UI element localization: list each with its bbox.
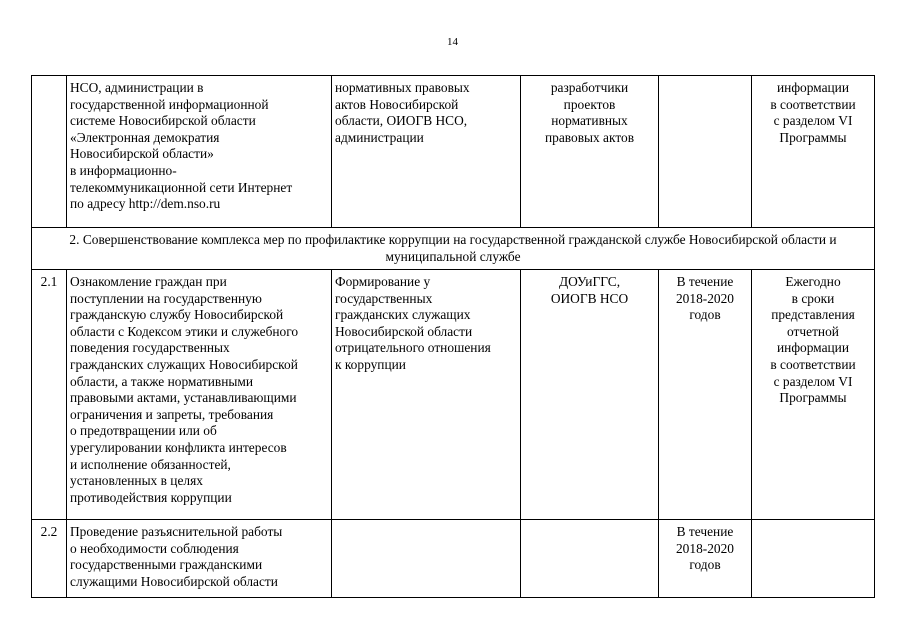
- cell-event-line: противодействия коррупции: [70, 489, 232, 505]
- cell-reporting-line: в сроки: [791, 290, 835, 306]
- cell-result-line: государственных: [335, 290, 433, 306]
- section-row: [32, 228, 875, 270]
- cell-reporting-line: с разделом VI: [773, 373, 853, 389]
- cell-event-line: системе Новосибирской области: [70, 113, 256, 129]
- cell-event-line: государственной информационной: [70, 96, 269, 112]
- cell-event-line: по адресу http://dem.nso.ru: [70, 196, 221, 212]
- cell-deadline: [659, 270, 752, 520]
- cell-event: [67, 76, 332, 228]
- cell-reporting-line: отчетной: [787, 323, 839, 339]
- cell-event-line: НСО, администрации в: [70, 80, 204, 95]
- cell-executor-line: разработчики: [550, 80, 629, 95]
- cell-executor: [521, 520, 659, 598]
- cell-executor-line: правовых актов: [544, 129, 635, 145]
- cell-event-line: Новосибирской области»: [70, 146, 214, 162]
- cell-deadline-line: годов: [689, 307, 721, 323]
- cell-result-line: области, ОИОГВ НСО,: [335, 113, 468, 129]
- cell-reporting: [752, 270, 875, 520]
- cell-executor-line: нормативных: [551, 113, 628, 129]
- cell-executor: [521, 76, 659, 228]
- cell-executor-line: ДОУиГГС,: [558, 274, 621, 289]
- cell-executor-line: ОИОГВ НСО: [550, 290, 629, 306]
- cell-result: [332, 520, 521, 598]
- table-row: [32, 520, 875, 598]
- cell-event-line: государственными гражданскими: [70, 557, 263, 573]
- cell-executor-line: проектов: [563, 96, 616, 112]
- cell-result-line: Новосибирской области: [335, 323, 473, 339]
- cell-reporting: [752, 76, 875, 228]
- table-row: [32, 270, 875, 520]
- cell-reporting-line: в соответствии: [770, 356, 856, 372]
- cell-event-line: гражданскую службу Новосибирской: [70, 307, 284, 323]
- cell-result: [332, 270, 521, 520]
- cell-deadline-line: годов: [689, 557, 721, 573]
- cell-result-line: Формирование у: [335, 274, 431, 289]
- cell-event-line: области, а также нормативными: [70, 373, 254, 389]
- cell-event-line: Проведение разъяснительной работы: [70, 524, 283, 539]
- cell-result-line: администрации: [335, 129, 424, 145]
- cell-deadline: [659, 76, 752, 228]
- cell-reporting-line: с разделом VI: [773, 113, 853, 129]
- cell-event-line: о необходимости соблюдения: [70, 540, 239, 556]
- cell-event-line: о предотвращении или об: [70, 423, 217, 439]
- page-number: 14: [447, 36, 458, 48]
- cell-event-line: гражданских служащих Новосибирской: [70, 356, 298, 372]
- cell-reporting-line: Ежегодно: [785, 274, 841, 289]
- cell-event-line: и исполнение обязанностей,: [70, 456, 231, 472]
- cell-number: 2.2: [32, 520, 67, 598]
- cell-result-line: гражданских служащих: [335, 307, 471, 323]
- cell-number: 2.1: [32, 270, 67, 520]
- program-table: [31, 75, 875, 598]
- cell-executor: [521, 270, 659, 520]
- cell-reporting-line: в соответствии: [770, 96, 856, 112]
- cell-event-line: служащими Новосибирской области: [70, 573, 278, 589]
- cell-result-line: отрицательного отношения: [335, 340, 491, 356]
- section-heading: 2. Совершенствование комплекса мер по профилактике коррупции на государственной гражданской службе Новосибирской области и муниципальной службе: [32, 228, 875, 270]
- cell-event-line: Ознакомление граждан при: [70, 274, 227, 289]
- cell-result: [332, 76, 521, 228]
- cell-event-line: области с Кодексом этики и служебного: [70, 323, 299, 339]
- cell-deadline-line: В течение: [676, 274, 734, 289]
- cell-event-line: поведения государственных: [70, 340, 230, 356]
- program-table-body: [32, 76, 875, 598]
- cell-result-line: нормативных правовых: [335, 80, 470, 95]
- cell-number: [32, 76, 67, 228]
- cell-reporting-line: информации: [776, 340, 850, 356]
- cell-deadline-line: 2018-2020: [675, 290, 735, 306]
- cell-deadline-line: В течение: [676, 524, 734, 539]
- cell-event-line: правовыми актами, устанавливающими: [70, 390, 297, 406]
- cell-event-line: «Электронная демократия: [70, 129, 220, 145]
- cell-event: [67, 270, 332, 520]
- cell-event-line: ограничения и запреты, требования: [70, 406, 274, 422]
- cell-reporting-line: представления: [771, 307, 855, 323]
- cell-event-line: поступлении на государственную: [70, 290, 262, 306]
- table-row: [32, 76, 875, 228]
- cell-event: [67, 520, 332, 598]
- cell-reporting-line: Программы: [779, 129, 847, 145]
- cell-event-line: телекоммуникационной сети Интернет: [70, 179, 293, 195]
- cell-reporting-line: Программы: [779, 390, 847, 406]
- cell-result-line: актов Новосибирской: [335, 96, 459, 112]
- cell-event-line: урегулировании конфликта интересов: [70, 439, 287, 455]
- cell-deadline: [659, 520, 752, 598]
- cell-reporting: [752, 520, 875, 598]
- cell-result-line: к коррупции: [335, 356, 406, 372]
- cell-event-line: в информационно-: [70, 162, 177, 178]
- cell-deadline-line: 2018-2020: [675, 540, 735, 556]
- cell-event-line: установленных в целях: [70, 473, 203, 489]
- cell-reporting-line: информации: [776, 80, 850, 95]
